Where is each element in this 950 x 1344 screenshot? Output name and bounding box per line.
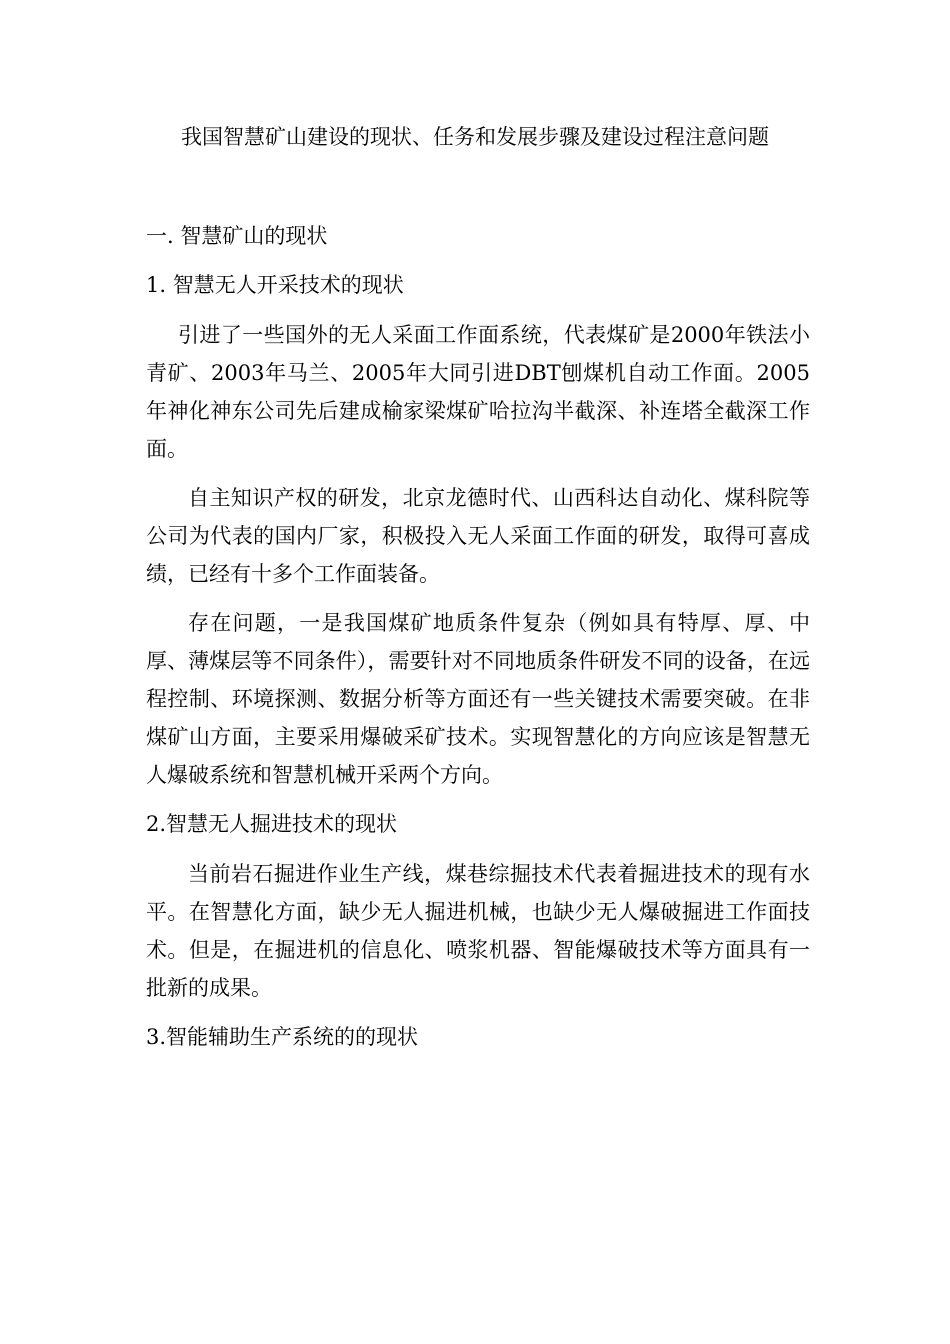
- subsection-heading-1-2: 2.智慧无人掘进技术的现状: [146, 812, 398, 836]
- paragraph-1-1-1: 引进了一些国外的无人采面工作面系统，代表煤矿是2000年铁法小青矿、2003年马兰、2005年大同引进DBT刨煤机自动工作面。2005年神化神东公司先后建成榆家梁煤矿哈拉沟半截深、补连塔全截深工作面。: [146, 323, 810, 461]
- paragraph-1-2-1: 当前岩石掘进作业生产线，煤巷综掘技术代表着掘进技术的现有水平。在智慧化方面，缺少无人掘进机械，也缺少无人爆破掘进工作面技术。但是，在掘进机的信息化、喷浆机器、智能爆破技术等方面具有一批新的成果。: [146, 862, 810, 1000]
- paragraph-1-1-2: 自主知识产权的研发，北京龙德时代、山西科达自动化、煤科院等公司为代表的国内厂家，积极投入无人采面工作面的研发，取得可喜成绩，已经有十多个工作面装备。: [146, 486, 810, 586]
- document-title: 我国智慧矿山建设的现状、任务和发展步骤及建设过程注意问题: [181, 125, 769, 149]
- section-heading-1: 一. 智慧矿山的现状: [146, 224, 328, 248]
- subsection-heading-1-3: 3.智能辅助生产系统的的现状: [146, 1025, 419, 1049]
- subsection-heading-1-1: 1. 智慧无人开采技术的现状: [146, 273, 404, 297]
- paragraph-1-1-3: 存在问题，一是我国煤矿地质条件复杂（例如具有特厚、厚、中厚、薄煤层等不同条件），需要针对不同地质条件研发不同的设备，在远程控制、环境探测、数据分析等方面还有一些关键技术需要突破。在非煤矿山方面，主要采用爆破采矿技术。实现智慧化的方向应该是智慧无人爆破系统和智慧机械开采两个方向。: [146, 611, 810, 787]
- document-body: [146, 217, 810, 1068]
